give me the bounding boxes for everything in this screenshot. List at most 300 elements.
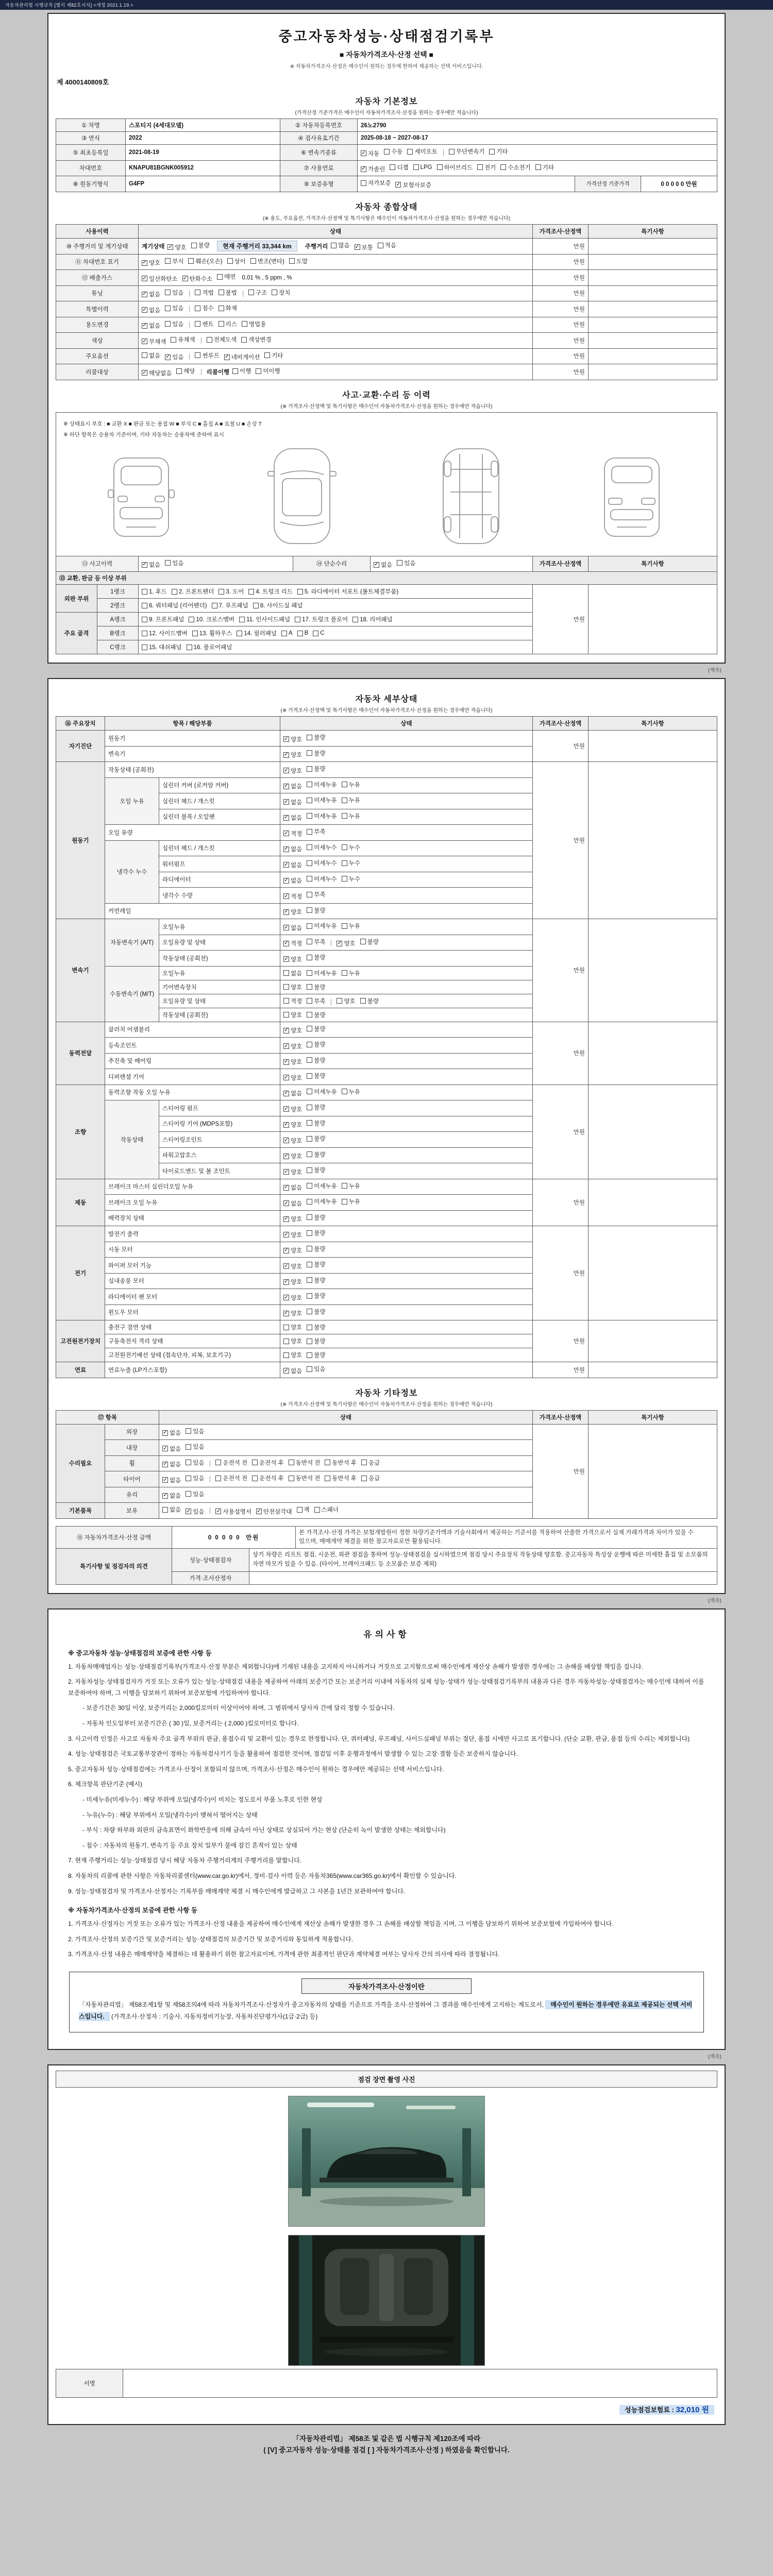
status-checkboxes (280, 994, 533, 1008)
status-checkboxes (280, 980, 533, 994)
checkbox-탄화수소[interactable]: ✓ 탄화수소 (182, 275, 212, 282)
checkbox-icon (192, 631, 198, 636)
checkbox-색상변경[interactable]: 색상변경 (241, 335, 271, 344)
checkbox-일산화탄소[interactable]: ✓ 일산화탄소 (142, 275, 178, 282)
price-cell: 만원 (533, 285, 589, 301)
checkbox-5. 라디에이터 서포트 (볼트체결부품)[interactable]: 5. 라디에이터 서포트 (볼트체결부품) (297, 587, 398, 596)
checkbox-불량[interactable]: 불량 (307, 733, 325, 741)
checkbox-LPG[interactable]: LPG (413, 164, 432, 171)
field-value-engine-type: G4FP (126, 176, 280, 192)
checkbox-미세누수[interactable]: 미세누수 (307, 859, 337, 867)
field-label-base-price: 가격산정 기준가격 (575, 176, 641, 192)
checkbox-있음[interactable]: 있음 (165, 320, 183, 328)
checkbox-렌트[interactable]: 렌트 (195, 320, 213, 328)
warranty-checkboxes (358, 176, 575, 192)
checkbox-icon (307, 1246, 312, 1251)
checkbox-양호[interactable]: 양호 (283, 1011, 302, 1019)
checkbox-없음[interactable]: 없음 (283, 969, 302, 977)
checkbox-없음[interactable]: ✓ 없음 (163, 1493, 181, 1499)
checkbox-1. 후드[interactable]: 1. 후드 (142, 587, 167, 596)
checkbox-없음[interactable]: ✓ 없음 (374, 562, 393, 568)
checkbox-화재[interactable]: 화재 (219, 304, 237, 312)
checkbox-icon: ✓ (374, 562, 379, 567)
table-row (56, 1526, 717, 1549)
checkbox-없음[interactable]: ✓ 없음 (284, 1090, 303, 1097)
checkbox-없음[interactable]: ✓ 없음 (284, 799, 303, 806)
checkbox-누유[interactable]: 누유 (342, 1182, 360, 1190)
price-cell: 만원 (532, 585, 588, 654)
checkbox-13. 휠하우스[interactable]: 13. 휠하우스 (192, 629, 232, 637)
checkbox-icon: ✓ (216, 1508, 221, 1514)
checkbox-icon (325, 1476, 330, 1481)
checkbox-icon (325, 1460, 330, 1465)
checkbox-양호[interactable]: 양호 (283, 1337, 302, 1345)
checkbox-부족[interactable]: 부족 (307, 827, 325, 836)
checkbox-누수[interactable]: 누수 (342, 875, 360, 883)
checkbox-영업용[interactable]: 영업용 (242, 320, 266, 328)
col-status: 상태 (139, 224, 533, 238)
checkbox-양호[interactable]: ✓ 양호 (284, 1310, 303, 1317)
checkbox-수소전기[interactable]: 수소전기 (500, 163, 530, 172)
status-checkboxes (280, 1362, 533, 1378)
checkbox-미이행[interactable]: 미이행 (256, 367, 280, 375)
price-cell: 만원 (533, 317, 589, 333)
checkbox-양호[interactable]: ✓ 양호 (284, 1059, 303, 1065)
checkbox-도말[interactable]: 도말 (289, 257, 308, 265)
checkbox-양호[interactable]: ✓ 양호 (284, 1247, 303, 1254)
checkbox-없음[interactable]: ✓ 없음 (163, 1461, 181, 1468)
checkbox-있음[interactable]: ✓ 있음 (186, 1508, 205, 1515)
checkbox-있음[interactable]: 있음 (307, 1365, 325, 1373)
checkbox-양호[interactable]: 양호 (283, 1351, 302, 1359)
checkbox-17. 트렁크 플로어[interactable]: 17. 트렁크 플로어 (295, 615, 348, 623)
checkbox-icon (307, 970, 312, 976)
checkbox-적정[interactable]: ✓ 적정 (284, 940, 303, 947)
checkbox-icon: ✓ (284, 1122, 289, 1127)
checkbox-icon (352, 617, 358, 622)
checkbox-없음[interactable]: ✓ 없음 (284, 846, 303, 853)
color-checkboxes (139, 333, 533, 349)
checkbox-불량[interactable]: 불량 (307, 1119, 325, 1127)
checkbox-icon: ✓ (284, 1153, 289, 1159)
checkbox-불량[interactable]: 불량 (307, 1337, 325, 1345)
etc-info-table (56, 1410, 717, 1519)
checkbox-양호[interactable]: ✓ 양호 (284, 956, 303, 963)
checkbox-없음[interactable]: ✓ 없음 (163, 1477, 181, 1484)
checkbox-불량[interactable]: 불량 (307, 1150, 325, 1159)
checkbox-불량[interactable]: 불량 (360, 938, 379, 946)
checkbox-잭[interactable]: 잭 (297, 1505, 310, 1514)
checkbox-불량[interactable]: 불량 (307, 1025, 325, 1033)
status-checkboxes (280, 1273, 533, 1289)
checkbox-누유[interactable]: 누유 (342, 1197, 360, 1206)
checkbox-불량[interactable]: 불량 (307, 765, 325, 773)
remark-cell (589, 254, 717, 270)
checkbox-양호[interactable]: ✓ 양호 (284, 1263, 303, 1270)
checkbox-불량[interactable]: 불량 (307, 1260, 325, 1268)
detail-row (56, 1084, 717, 1100)
checkbox-동반석 전[interactable]: 동반석 전 (289, 1474, 321, 1482)
checkbox-적정[interactable]: ✓ 적정 (284, 830, 303, 837)
checkbox-icon (342, 860, 347, 866)
checkbox-있음[interactable]: 있음 (165, 304, 183, 312)
checkbox-불량[interactable]: 불량 (307, 1229, 325, 1237)
checkbox-12. 사이드멤버[interactable]: 12. 사이드멤버 (142, 629, 188, 637)
checkbox-C[interactable]: C (313, 630, 324, 636)
checkbox-불량[interactable]: 불량 (307, 1040, 325, 1048)
checkbox-보통[interactable]: ✓ 보통 (355, 244, 373, 251)
checkbox-매연[interactable]: 매연 (217, 273, 236, 281)
checkbox-있음[interactable]: ✓ 있음 (165, 354, 184, 361)
checkbox-부족[interactable]: 부족 (307, 997, 325, 1005)
checkbox-사용설명서[interactable]: ✓ 사용설명서 (216, 1508, 251, 1515)
checkbox-유채색[interactable]: 유채색 (171, 335, 195, 344)
checkbox-기타[interactable]: 기타 (489, 147, 508, 156)
checkbox-양호[interactable]: ✓ 양호 (284, 1122, 303, 1128)
checkbox-양호[interactable]: 양호 (283, 1323, 302, 1331)
checkbox-미세누유[interactable]: 미세누유 (307, 922, 337, 930)
checkbox-2. 프론트펜더[interactable]: 2. 프론트펜더 (172, 587, 214, 596)
checkbox-10. 크로스멤버[interactable]: 10. 크로스멤버 (189, 615, 234, 623)
checkbox-불량[interactable]: 불량 (307, 1351, 325, 1359)
checkbox-리스[interactable]: 리스 (219, 320, 237, 328)
checkbox-양호[interactable]: ✓ 양호 (284, 1294, 303, 1301)
checkbox-16. 플로어패널[interactable]: 16. 플로어패널 (187, 643, 232, 651)
row-emission (56, 270, 717, 286)
checkbox-미세누유[interactable]: 미세누유 (307, 1197, 337, 1206)
checkbox-B[interactable]: B (297, 630, 309, 636)
status-checkboxes (280, 856, 533, 872)
checkbox-응급[interactable]: 응급 (361, 1474, 380, 1482)
tuning-checkboxes (139, 285, 533, 301)
checkbox-수동[interactable]: 수동 (384, 147, 402, 156)
field-label-vin: 차대번호 (56, 160, 126, 176)
checkbox-불량[interactable]: 불량 (307, 1308, 325, 1316)
checkbox-이행[interactable]: 이행 (232, 367, 251, 375)
checkbox-누수[interactable]: 누수 (342, 843, 360, 852)
checkbox-icon (413, 164, 419, 170)
checkbox-상이[interactable]: 상이 (227, 257, 246, 265)
checkbox-A[interactable]: A (281, 630, 293, 636)
checkbox-양호[interactable]: ✓ 양호 (284, 1153, 303, 1160)
signature-area[interactable] (123, 2369, 717, 2397)
checkbox-없음[interactable]: ✓ 없음 (284, 877, 303, 884)
checkbox-변조(변타)[interactable]: 변조(변타) (250, 257, 284, 265)
checkbox-부족[interactable]: 부족 (307, 890, 325, 899)
checkbox-양호[interactable]: ✓ 양호 (284, 1279, 303, 1285)
glass-checkboxes (159, 1487, 533, 1503)
checkbox-적법[interactable]: 적법 (195, 289, 213, 297)
checkbox-적정[interactable]: ✓ 적정 (284, 893, 303, 900)
checkbox-운전석 후[interactable]: 운전석 후 (252, 1459, 284, 1467)
checkbox-적음[interactable]: 적음 (378, 241, 396, 249)
checkbox-불량[interactable]: 불량 (307, 983, 325, 991)
checkbox-있음[interactable]: 있음 (186, 1490, 204, 1498)
checkbox-동반석 후[interactable]: 동반석 후 (325, 1474, 357, 1482)
checkbox-동반석 후[interactable]: 동반석 후 (325, 1459, 357, 1467)
rank2-checkboxes (139, 599, 533, 613)
checkbox-icon: ✓ (168, 244, 173, 250)
status-checkboxes (280, 1304, 533, 1320)
checkbox-14. 필러패널[interactable]: 14. 필러패널 (237, 629, 277, 637)
checkbox-icon: ✓ (182, 275, 188, 281)
checkbox-없음[interactable]: ✓ 없음 (163, 1445, 181, 1452)
inspection-photos (56, 2088, 717, 2369)
notice-item: 2. 자동차성능·상태점검자가 거짓 또는 오류가 있는 성능·상태점검 내용을 제공하여 아래의 보증기간 또는 보증거리 이내에 자동차의 실제 성능·상태가 성능·상태점검기록부의 내용과 다른 경우 자동차성능·상태점검자는 매수인에 대하여 이를 보증하여야 하며, 그 이행을 담보하기 위하여 보증보험에 가입하여야 합니다. (68, 1678, 704, 1697)
checkbox-불량[interactable]: 불량 (307, 1245, 325, 1253)
checkbox-기타[interactable]: 기타 (535, 163, 554, 172)
checkbox-불량[interactable]: 불량 (307, 953, 325, 961)
checkbox-7. 루프패널[interactable]: 7. 루프패널 (212, 601, 248, 609)
checkbox-양호[interactable]: ✓ 양호 (142, 260, 161, 266)
checkbox-icon (361, 180, 366, 186)
diagram-legend: ※ 상태표시 부호 : ■ 교환 X ■ 판금 또는 용접 W ■ 부식 C ■ 흠집 A ■ 요철 U ■ 손상 T (63, 420, 262, 427)
checkbox-불량[interactable]: 불량 (307, 749, 325, 757)
status-checkboxes (280, 1348, 533, 1362)
checkbox-하이브리드[interactable]: 하이브리드 (437, 163, 473, 172)
checkbox-icon: ✓ (284, 1168, 289, 1175)
checkbox-누유[interactable]: 누유 (342, 969, 360, 977)
meter-status-checkboxes (167, 244, 214, 250)
checkbox-침수[interactable]: 침수 (195, 304, 213, 312)
checkbox-구조[interactable]: 구조 (248, 289, 267, 297)
checkbox-세미오토[interactable]: 세미오토 (407, 147, 437, 156)
checkbox-icon: ✓ (163, 1461, 167, 1467)
checkbox-가솔린[interactable]: ✓ 가솔린 (361, 166, 385, 173)
checkbox-없음[interactable]: ✓ 없음 (142, 323, 161, 329)
checkbox-누유[interactable]: 누유 (342, 796, 360, 804)
checkbox-icon (283, 984, 289, 990)
checkbox-4. 트렁크 리드[interactable]: 4. 트렁크 리드 (248, 587, 293, 596)
checkbox-미세누유[interactable]: 미세누유 (307, 969, 337, 977)
checkbox-불량[interactable]: 불량 (307, 1011, 325, 1019)
checkbox-썬루프[interactable]: 썬루프 (195, 351, 219, 360)
diagram-legend-note: ※ 하단 항목은 승용차 기준이며, 기타 자동차는 승용차에 준하여 표시 (63, 431, 224, 438)
checkbox-양호[interactable]: ✓ 양호 (284, 1027, 303, 1034)
checkbox-양호[interactable]: ✓ 양호 (337, 940, 356, 947)
checkbox-불량[interactable]: 불량 (307, 1103, 325, 1111)
checkbox-icon (242, 321, 247, 327)
device-item-label: 추진축 및 베어링 (105, 1053, 280, 1069)
checkbox-icon (307, 923, 312, 929)
checkbox-불량[interactable]: 불량 (307, 1276, 325, 1284)
checkbox-누유[interactable]: 누유 (342, 922, 360, 930)
checkbox-6. 쿼터패널 (리어펜더)[interactable]: 6. 쿼터패널 (리어펜더) (142, 601, 207, 609)
checkbox-불량[interactable]: 불량 (307, 1056, 325, 1064)
table-row (56, 176, 717, 192)
checkbox-icon (307, 1366, 312, 1372)
checkbox-미세누수[interactable]: 미세누수 (307, 875, 337, 883)
device-group-label: 동력전달 (56, 1022, 105, 1084)
checkbox-없음[interactable]: ✓ 없음 (284, 1184, 303, 1191)
checkbox-양호[interactable]: ✓ 양호 (284, 1231, 303, 1239)
device-item-label: 스티어링 펌프 (159, 1100, 280, 1116)
checkbox-없음[interactable]: ✓ 없음 (284, 924, 303, 931)
status-checkboxes (280, 1289, 533, 1305)
checkbox-동반석 전[interactable]: 동반석 전 (289, 1459, 321, 1467)
section-basic-note: (가격산정 기준가격은 매수인이 자동차가격조사·산정을 원하는 경우에만 적습니다) (295, 110, 478, 116)
checkbox-icon (252, 1460, 258, 1465)
checkbox-미세누수[interactable]: 미세누수 (307, 843, 337, 852)
checkbox-있음[interactable]: 있음 (165, 289, 183, 297)
price-cell: 만원 (533, 1320, 589, 1362)
checkbox-없음[interactable]: ✓ 없음 (142, 307, 161, 314)
field-label-reg-no: ② 자동차등록번호 (280, 119, 358, 132)
checkbox-없음[interactable]: 없음 (162, 1505, 181, 1514)
checkbox-불법[interactable]: 불법 (219, 289, 237, 297)
basic-items-checkboxes (159, 1503, 533, 1519)
field-label-engine-type: ⑧ 원동기형식 (56, 176, 126, 192)
recall-exec-checkboxes (232, 369, 285, 376)
checkbox-양호[interactable]: ✓ 양호 (168, 244, 187, 251)
col-price: 가격조사·산정액 (533, 224, 589, 238)
col-status: 상태 (159, 1410, 533, 1424)
checkbox-양호[interactable]: ✓ 양호 (284, 767, 303, 774)
checkbox-양호[interactable]: ✓ 양호 (284, 1106, 303, 1113)
checkbox-3. 도어[interactable]: 3. 도어 (219, 587, 244, 596)
checkbox-전기[interactable]: 전기 (477, 163, 496, 172)
checkbox-없음[interactable]: ✓ 없음 (142, 291, 161, 298)
section-detail-title: 자동차 세부상태 (355, 695, 418, 704)
checkbox-응급[interactable]: 응급 (361, 1459, 380, 1467)
rankB-label: B랭크 (97, 626, 139, 640)
checkbox-보험사보증[interactable]: ✓ 보험사보증 (396, 181, 431, 189)
checkbox-운전석 전[interactable]: 운전석 전 (215, 1459, 247, 1467)
document-number-value: 4000140809 (65, 78, 103, 86)
checkbox-기타[interactable]: 기타 (264, 351, 283, 360)
checkbox-icon: ✓ (284, 1294, 289, 1300)
checkbox-미세누유[interactable]: 미세누유 (307, 796, 337, 804)
notice-item: - 미세누유(미세누수) : 해당 부위에 오일(냉각수)이 비치는 정도로서 부품 노후로 인한 현상 (82, 1795, 323, 1803)
checkbox-운전석 전[interactable]: 운전석 전 (215, 1474, 247, 1482)
checkbox-양호[interactable]: ✓ 양호 (284, 752, 303, 758)
checkbox-없음[interactable]: ✓ 없음 (284, 1200, 303, 1207)
checkbox-자가보증[interactable]: 자가보증 (361, 179, 391, 187)
checkbox-부식[interactable]: 부식 (165, 257, 183, 265)
checkbox-무채색[interactable]: ✓ 무채색 (142, 338, 166, 345)
checkbox-icon (342, 782, 347, 787)
checkbox-양호[interactable]: ✓ 양호 (284, 1137, 303, 1144)
checkbox-안전삼각대[interactable]: ✓ 안전삼각대 (257, 1508, 292, 1515)
section-accident-title: 사고·교환·수리 등 이력 (342, 391, 431, 400)
checkbox-불량[interactable]: 불량 (307, 1134, 325, 1143)
checkbox-icon (307, 735, 312, 740)
insurance-fee-row (59, 2404, 714, 2415)
checkbox-15. 대쉬패널[interactable]: 15. 대쉬패널 (142, 643, 182, 651)
rank1-label: 1랭크 (97, 585, 139, 599)
device-item-label: 시동 모터 (105, 1242, 280, 1258)
checkbox-불량[interactable]: 불량 (360, 997, 379, 1005)
checkbox-운전석 후[interactable]: 운전석 후 (252, 1474, 284, 1482)
checkbox-양호[interactable]: ✓ 양호 (284, 1074, 303, 1081)
checkbox-icon (165, 560, 171, 566)
device-item-label: 실린더 커버 (로커암 커버) (159, 777, 280, 793)
checkbox-없음[interactable]: ✓ 없음 (284, 861, 303, 869)
checkbox-있음[interactable]: 있음 (186, 1459, 204, 1467)
checkbox-불량[interactable]: 불량 (307, 1166, 325, 1174)
checkbox-누수[interactable]: 누수 (342, 859, 360, 867)
checkbox-icon: ✓ (284, 846, 289, 852)
checkbox-9. 프론트패널[interactable]: 9. 프론트패널 (142, 615, 184, 623)
remark-cell (589, 1362, 717, 1378)
checkbox-있음[interactable]: 있음 (186, 1443, 204, 1451)
checkbox-미세누유[interactable]: 미세누유 (307, 1088, 337, 1096)
checkbox-미세누유[interactable]: 미세누유 (307, 1182, 337, 1190)
checkbox-있음[interactable]: 있음 (397, 559, 415, 567)
table-row (56, 2369, 717, 2397)
checkbox-불량[interactable]: 불량 (191, 241, 210, 249)
checkbox-스패너[interactable]: 스패너 (314, 1505, 339, 1514)
checkbox-없음[interactable]: ✓ 없음 (284, 1367, 303, 1375)
appraiser-opinion (249, 1571, 717, 1584)
mileage-content (139, 238, 533, 254)
checkbox-18. 리어패널[interactable]: 18. 리어패널 (352, 615, 393, 623)
checkbox-icon (241, 337, 247, 343)
checkbox-없음[interactable]: ✓ 없음 (284, 783, 303, 790)
checkbox-불량[interactable]: 불량 (307, 1213, 325, 1222)
checkbox-미세누유[interactable]: 미세누유 (307, 812, 337, 820)
checkbox-있음[interactable]: 있음 (186, 1427, 204, 1435)
checkbox-양호[interactable]: ✓ 양호 (284, 1216, 303, 1223)
checkbox-전체도색[interactable]: 전체도색 (207, 335, 237, 344)
checkbox-자동[interactable]: ✓ 자동 (361, 150, 380, 157)
checkbox-icon (384, 149, 390, 155)
checkbox-없음[interactable]: ✓ 없음 (284, 815, 303, 821)
checkbox-양호[interactable]: 양호 (283, 983, 302, 991)
checkbox-8. 사이드실 패널[interactable]: 8. 사이드실 패널 (253, 601, 303, 609)
checkbox-적정[interactable]: 적정 (283, 997, 302, 1005)
checkbox-누유[interactable]: 누유 (342, 781, 360, 789)
checkbox-누유[interactable]: 누유 (342, 1088, 360, 1096)
field-value-base-price: 0 0 0 0 0 만원 (641, 176, 717, 192)
checkbox-해당[interactable]: 해당 (176, 367, 195, 375)
checkbox-네비게이션[interactable]: ✓ 네비게이션 (225, 354, 260, 361)
checkbox-양호[interactable]: ✓ 양호 (284, 1043, 303, 1050)
checkbox-미세누유[interactable]: 미세누유 (307, 781, 337, 789)
checkbox-양호[interactable]: ✓ 양호 (284, 1168, 303, 1176)
checkbox-훼손(오손)[interactable]: 훼손(오손) (188, 257, 222, 265)
section-etc-title: 자동차 기타정보 (355, 1388, 418, 1398)
detail-row (56, 1022, 717, 1038)
checkbox-11. 인사이드패널[interactable]: 11. 인사이드패널 (239, 615, 290, 623)
table-row (56, 160, 717, 176)
checkbox-불량[interactable]: 불량 (307, 906, 325, 914)
row-label: ⑪ 차대번호 표기 (56, 254, 139, 270)
rankC-label: C랭크 (97, 640, 139, 654)
checkbox-양호[interactable]: ✓ 양호 (284, 909, 303, 916)
checkbox-누유[interactable]: 누유 (342, 812, 360, 820)
checkbox-불량[interactable]: 불량 (307, 1323, 325, 1331)
checkbox-없음[interactable]: ✓ 없음 (163, 1430, 181, 1436)
checkbox-불량[interactable]: 불량 (307, 1072, 325, 1080)
checkbox-불량[interactable]: 불량 (307, 1292, 325, 1300)
checkbox-무단변속기[interactable]: 무단변속기 (449, 147, 485, 156)
checkbox-장치[interactable]: 장치 (272, 289, 290, 297)
checkbox-있음[interactable]: 있음 (165, 559, 183, 567)
checkbox-있음[interactable]: 있음 (186, 1474, 204, 1482)
device-subgroup-label: 자동변속기 (A/T) (105, 919, 159, 967)
checkbox-없음[interactable]: 없음 (142, 351, 160, 360)
checkbox-디젤[interactable]: 디젤 (390, 163, 408, 172)
checkbox-많음[interactable]: 많음 (331, 241, 349, 249)
device-item-label: 워터펌프 (159, 856, 280, 872)
checkbox-해당없음[interactable]: ✓ 해당없음 (142, 369, 172, 377)
device-subgroup-label: 냉각수 누수 (105, 840, 159, 903)
checkbox-부족[interactable]: 부족 (307, 938, 325, 946)
checkbox-양호[interactable]: 양호 (337, 997, 355, 1005)
checkbox-없음[interactable]: ✓ 없음 (142, 562, 161, 568)
checkbox-양호[interactable]: ✓ 양호 (284, 736, 303, 743)
